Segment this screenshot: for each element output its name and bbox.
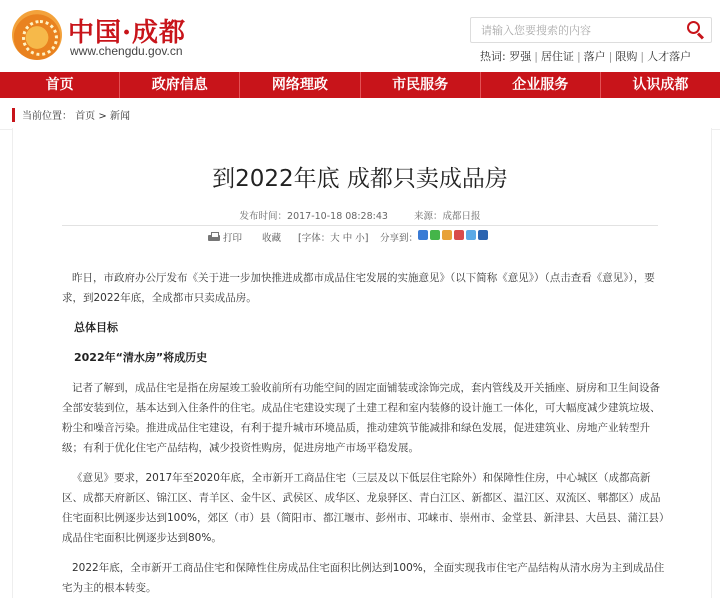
article-body — [62, 268, 666, 608]
chengdu-emblem-icon — [12, 10, 62, 60]
hot-word-link[interactable]: 人才落户 — [647, 50, 692, 63]
hot-words: 热词: 罗强 | 居住证 | 落户 | 限购 | 人才落户 — [480, 50, 692, 63]
breadcrumb-current[interactable]: 新闻 — [109, 111, 130, 122]
favorite-button[interactable]: 收藏 — [262, 233, 282, 244]
printer-icon — [208, 232, 220, 242]
breadcrumb-separator: > — [98, 111, 107, 122]
logo-title: 中国·成都 — [68, 18, 187, 48]
nav-item-business-services[interactable]: 企业服务 — [481, 72, 601, 98]
hot-word-link[interactable]: 限购 — [615, 50, 638, 63]
print-label: 打印 — [223, 233, 243, 244]
search-icon[interactable] — [685, 20, 707, 40]
print-button[interactable] — [208, 230, 242, 244]
article-paragraph: 记者了解到，成品住宅是指在房屋竣工验收前所有功能空间的固定面铺装或涂饰完成，套内管线及开关插座、厨房和卫生间设备全部安装到位，基本达到入住条件的住宅。成品住宅建设实现了土建工程和室内装修的设计施工一体化，可大幅度减少建筑垃圾、粉尘和噪音污染。推进成品住宅建设，有利于提升城市环境品质，推动建筑节能减排和绿色发展，促进建筑业、房地产业转型升级；有利于优化住宅产品结构，减少投资性购房，促进房地产市场平稳发展。 — [62, 382, 661, 454]
share-tencent-icon[interactable] — [442, 230, 452, 240]
breadcrumb-home[interactable]: 首页 — [75, 111, 96, 122]
article-paragraph: 昨日，市政府办公厅发布《关于进一步加快推进成都市成品住宅发展的实施意见》（以下简称《意见》）（点击查看《意见》），要求，到2022年底，全成都市只卖成品房。 — [62, 272, 655, 304]
meta-divider — [62, 225, 658, 226]
share-icons — [418, 230, 488, 240]
breadcrumb-label: 当前位置： — [22, 111, 72, 122]
article-title: 到2022年底 成都只卖成品房 — [212, 166, 508, 192]
breadcrumb-accent — [12, 108, 15, 122]
search-input[interactable] — [471, 18, 671, 42]
section-heading: 总体目标 — [74, 321, 118, 334]
share-wechat-icon[interactable] — [430, 230, 440, 240]
site-header — [0, 0, 720, 70]
search-box — [470, 17, 712, 43]
nav-item-online-governance[interactable]: 网络理政 — [240, 72, 360, 98]
hot-word-link[interactable]: 居住证 — [540, 50, 574, 63]
article-paragraph: 2022年底，全市新开工商品住宅和保障性住房成品住宅面积比例达到100%，全面实现我市住宅产品结构从清水房为主到成品住宅为主的根本转变。 — [62, 562, 665, 594]
share-qzone-icon[interactable] — [418, 230, 428, 240]
main-nav — [0, 72, 720, 98]
hot-words-label: 热词: — [480, 50, 506, 63]
nav-item-about-chengdu[interactable]: 认识成都 — [632, 77, 689, 93]
font-size-selector[interactable]: [字体：大 中 小] — [298, 233, 369, 244]
site-logo[interactable] — [12, 8, 242, 62]
breadcrumb — [22, 107, 130, 122]
hot-word-link[interactable]: 落户 — [583, 50, 606, 63]
logo-url: www.chengdu.gov.cn — [70, 44, 183, 58]
article-paragraph: 《意见》要求，2017年至2020年底，全市新开工商品住宅（三层及以下低层住宅除外）和保障性住房，中心城区（成都高新区、成都天府新区、锦江区、青羊区、金牛区、武侯区、成华区、龙泉驿区、青白江区、新都区、温江区、双流区、郫都区）成品住宅面积比例逐步达到100%，郊区（市）县（简阳市、都江堰市、彭州市、邛崃市、崇州市、金堂县、新津县、大邑县、蒲江县）成品住宅面积比例逐步达到80%。 — [62, 472, 665, 544]
share-weibo-icon[interactable] — [454, 230, 464, 240]
article-source: 来源：成都日报 — [413, 211, 481, 222]
share-renren-icon[interactable] — [478, 230, 488, 240]
nav-item-home[interactable]: 首页 — [0, 72, 120, 98]
share-qq-icon[interactable] — [466, 230, 476, 240]
article-meta — [0, 208, 720, 222]
share-label: 分享到： — [380, 233, 419, 244]
nav-item-citizen-services[interactable]: 市民服务 — [361, 72, 481, 98]
hot-word-link[interactable]: 罗强 — [509, 50, 532, 63]
section-heading: 2022年“清水房”将成历史 — [74, 351, 208, 364]
publish-time: 发布时间：2017-10-18 08:28:43 — [239, 211, 388, 222]
nav-item-gov-info[interactable]: 政府信息 — [120, 72, 240, 98]
